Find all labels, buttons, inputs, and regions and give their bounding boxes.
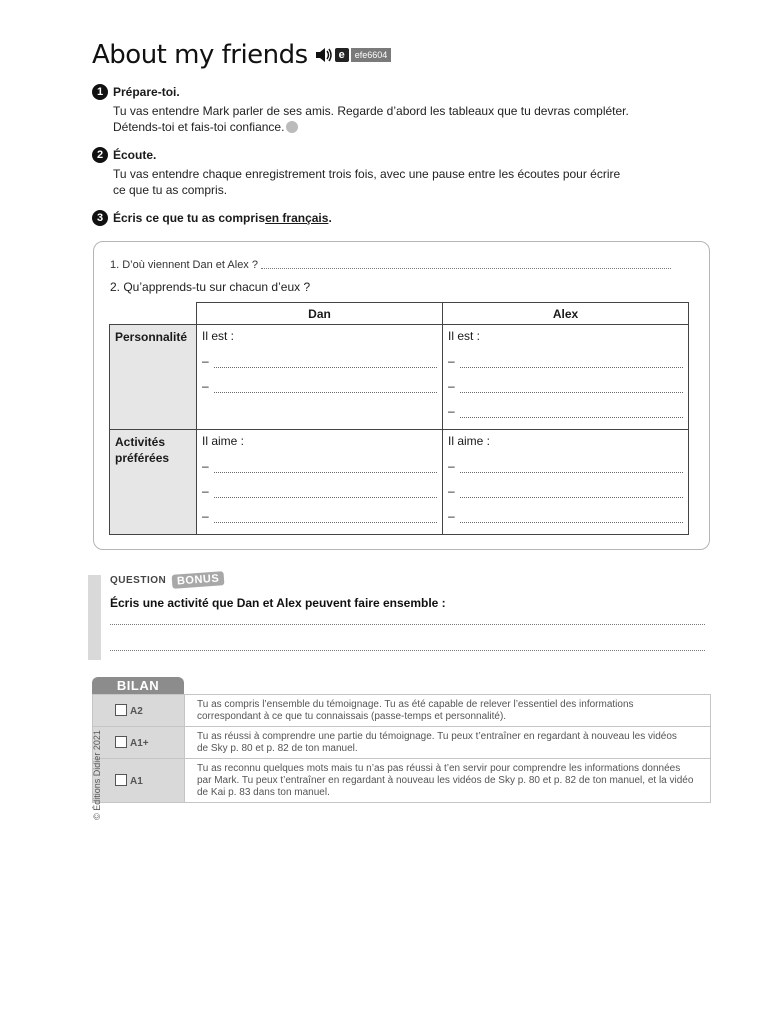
- speaker-icon[interactable]: [315, 47, 333, 63]
- dash: –: [448, 484, 455, 498]
- bonus-label: [110, 573, 224, 587]
- cell-alex-activites: [443, 430, 689, 535]
- bilan-text: Tu as réussi à comprendre une partie du témoignage. Tu peux t’entraîner en regardant à nouveau les vidéos: [197, 730, 677, 742]
- bilan-row: [93, 759, 711, 803]
- cell-dan-activites: [197, 430, 443, 535]
- answer-line[interactable]: [202, 482, 437, 498]
- step-number: 1: [92, 84, 108, 100]
- checkbox[interactable]: [115, 736, 127, 748]
- step-3: [92, 210, 652, 226]
- bilan-row: [93, 727, 711, 759]
- cell-label: Il aime :: [448, 434, 491, 448]
- bilan-row: [93, 695, 711, 727]
- cell-label: Il est :: [448, 329, 481, 343]
- row-header-activites: [110, 430, 197, 535]
- bilan-title: BILAN: [92, 677, 184, 695]
- answer-line[interactable]: [448, 457, 683, 473]
- cell-label: Il aime :: [202, 434, 245, 448]
- title-row: [92, 40, 391, 70]
- level-label: A1+: [130, 737, 149, 749]
- step-heading: .: [328, 211, 332, 225]
- answer-line[interactable]: [202, 457, 437, 473]
- friends-table: [109, 302, 689, 535]
- resource-code: efe6604: [351, 48, 392, 62]
- dash: –: [202, 509, 209, 523]
- answer-line[interactable]: [202, 507, 437, 523]
- bilan-level: [93, 695, 185, 727]
- bonus-side-bar: [88, 575, 101, 660]
- dash: –: [448, 509, 455, 523]
- dash: –: [448, 404, 455, 418]
- bonus-answer-line[interactable]: [110, 650, 705, 651]
- bonus-label-text: QUESTION: [110, 574, 167, 586]
- dash: –: [202, 484, 209, 498]
- column-header-alex: Alex: [443, 303, 689, 325]
- step-heading-underlined: en français: [265, 211, 329, 225]
- answer-line[interactable]: [448, 402, 683, 418]
- question-1-text: 1. D’où viennent Dan et Alex ?: [110, 259, 258, 271]
- step-heading: Écris ce que tu as compris: [113, 211, 266, 225]
- step-heading: Écoute.: [113, 148, 157, 162]
- answer-line[interactable]: [448, 482, 683, 498]
- step-number: 3: [92, 210, 108, 226]
- dash: –: [202, 354, 209, 368]
- checkbox[interactable]: [115, 704, 127, 716]
- bilan-description: [185, 695, 711, 727]
- step-heading: Prépare-toi.: [113, 85, 180, 99]
- page-title: About my friends: [92, 40, 308, 70]
- step-text: ce que tu as compris.: [113, 183, 228, 197]
- bilan-level: [93, 727, 185, 759]
- column-header-dan: Dan: [197, 303, 443, 325]
- smiley-icon: [286, 121, 298, 133]
- bilan-table: [92, 694, 711, 803]
- step-text: Tu vas entendre chaque enregistrement trois fois, avec une pause entre les écoutes pour écrire: [113, 167, 621, 181]
- level-label: A2: [130, 705, 143, 717]
- question-2: 2. Qu’apprends-tu sur chacun d’eux ?: [110, 280, 311, 294]
- bilan-text: Tu as compris l’ensemble du témoignage. Tu as été capable de relever l’essentiel des informations: [197, 698, 634, 710]
- dash: –: [448, 379, 455, 393]
- row-header-line: préférées: [115, 451, 170, 465]
- e-icon[interactable]: e: [335, 48, 349, 62]
- answer-line[interactable]: [448, 352, 683, 368]
- dash: –: [448, 354, 455, 368]
- dash: –: [202, 459, 209, 473]
- question-1: [110, 259, 671, 271]
- answer-line[interactable]: [261, 268, 671, 269]
- answer-line[interactable]: [202, 377, 437, 393]
- copyright: © Éditions Didier 2021: [92, 730, 102, 820]
- cell-label: Il est :: [202, 329, 235, 343]
- table-corner: [110, 303, 197, 325]
- answer-line[interactable]: [448, 507, 683, 523]
- row-header-line: Activités: [115, 435, 166, 449]
- bilan-text: Tu as reconnu quelques mots mais tu n’as pas réussi à t’en servir pour comprendre les informations données: [197, 762, 681, 774]
- answer-line[interactable]: [202, 352, 437, 368]
- bonus-tag: BONUS: [172, 571, 225, 589]
- step-text: Détends-toi et fais-toi confiance.: [113, 120, 285, 134]
- bilan-description: [185, 727, 711, 759]
- bilan-text: de Kai p. 83 dans ton manuel.: [197, 786, 330, 798]
- bilan-text: correspondant à ce que tu connaissais (passe-temps et personnalité).: [197, 710, 507, 722]
- step-1: [92, 84, 652, 135]
- bilan-text: de Sky p. 80 et p. 82 de ton manuel.: [197, 742, 358, 754]
- cell-alex-personnalite: [443, 325, 689, 430]
- row-header-personnalite: Personnalité: [110, 325, 197, 430]
- bonus-question: Écris une activité que Dan et Alex peuvent faire ensemble :: [110, 596, 446, 610]
- dash: –: [448, 459, 455, 473]
- step-text: Tu vas entendre Mark parler de ses amis. Regarde d’abord les tableaux que tu devras compléter.: [113, 104, 629, 118]
- bilan-text: par Mark. Tu peux t’entraîner en regardant à nouveau les vidéos de Sky p. 80 et p. 82 de ton manuel, et la vidéo: [197, 774, 694, 786]
- cell-dan-personnalite: [197, 325, 443, 430]
- step-2: [92, 147, 652, 198]
- answer-line[interactable]: [448, 377, 683, 393]
- level-label: A1: [130, 775, 143, 787]
- dash: –: [202, 379, 209, 393]
- bonus-answer-line[interactable]: [110, 624, 705, 625]
- bilan-level: [93, 759, 185, 803]
- bilan-description: [185, 759, 711, 803]
- step-number: 2: [92, 147, 108, 163]
- checkbox[interactable]: [115, 774, 127, 786]
